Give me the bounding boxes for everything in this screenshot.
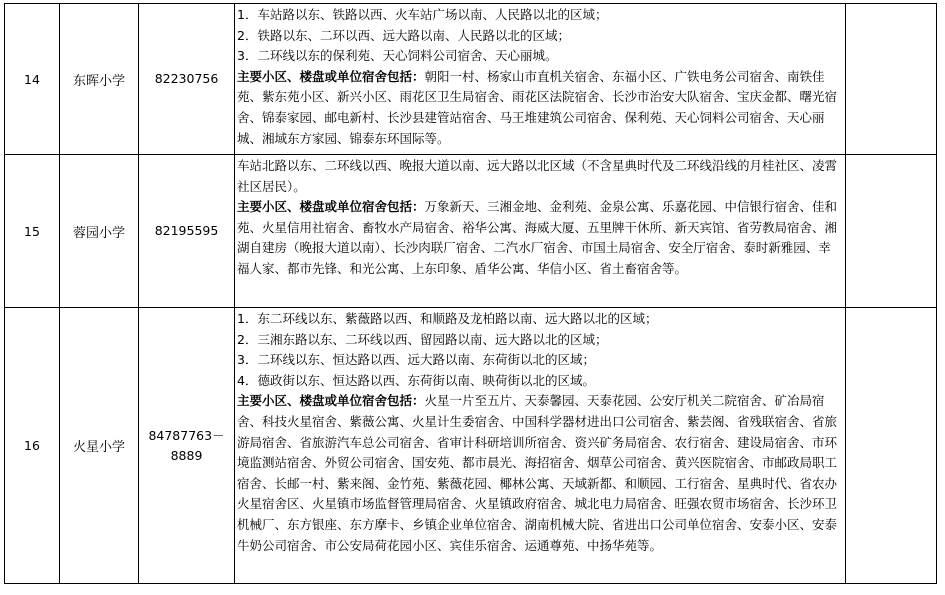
table-row — [5, 308, 937, 584]
included-communities — [237, 67, 842, 149]
included-communities — [237, 197, 842, 279]
included-list: 朝阳一村、杨家山市直机关宿舍、东福小区、广铁电务公司宿舍、南铁佳苑、紫东苑小区、新兴小区、雨花区卫生局宿舍、雨花区法院宿舍、长沙市治安大队宿舍、宝庆金都、曙光宿舍、锦泰家园、邮电新村、长沙县建管站宿舍、马王堆建筑公司宿舍、保利苑、天心饲料公司宿舍、天心丽城、湘域东方家园、锦泰东环国际等。 — [237, 68, 838, 146]
area-line: 2．铁路以东、二环以西、远大路以南、人民路以北的区域； — [237, 27, 570, 43]
district-description — [235, 308, 846, 584]
district-description — [235, 4, 846, 155]
phone-line: 82230756 — [154, 71, 219, 86]
area-line: 3．二环线以东的保利苑、天心饲料公司宿舍、天心丽城。 — [237, 48, 558, 64]
area-line: 1．东二环线以东、紫薇路以西、和顺路及龙柏路以南、远大路以北的区域； — [237, 311, 658, 326]
school-name: 东晖小学 — [60, 4, 139, 155]
table-row — [5, 4, 937, 155]
phone-line: 8889 — [170, 447, 203, 463]
district-description — [235, 155, 846, 308]
area-line: 4．德政街以东、恒达路以西、东荷街以南、映荷街以北的区域。 — [237, 372, 595, 388]
included-label: 主要小区、楼盘或单位宿舍包括： — [237, 68, 425, 84]
included-label: 主要小区、楼盘或单位宿舍包括： — [237, 199, 425, 215]
included-label: 主要小区、楼盘或单位宿舍包括： — [237, 393, 425, 409]
area-line: 1．车站路以东、铁路以西、火车站广场以南、人民路以北的区域； — [237, 7, 608, 22]
school-name: 蓉园小学 — [60, 155, 139, 308]
row-number: 14 — [5, 4, 60, 155]
phone-number — [139, 308, 235, 584]
area-line: 3．二环线以东、恒达路以西、远大路以南、东荷街以北的区域； — [237, 352, 595, 368]
school-name: 火星小学 — [60, 308, 139, 584]
included-list: 火星一片至五片、天泰馨园、天泰花园、公安厅机关二院宿舍、矿冶局宿舍、科技火星宿舍、紫薇公寓、火星计生委宿舍、中国科学器材进出口公司宿舍、紫芸阁、省残联宿舍、省旅游局宿舍、省旅游汽车总公司宿舍、省审计科研培训所宿舍、资兴矿务局宿舍、农行宿舍、建设局宿舍、市环境监测站宿舍、外贸公司宿舍、国安苑、都市晨光、海招宿舍、烟草公司宿舍、黄兴医院宿舍、市邮政局职工宿舍、长邮一村、紫来阁、金竹苑、紫薇花园、椰林公寓、天域新都、和顺园、工行宿舍、星典时代、省农办火星宿舍区、火星镇市场监督管理局宿舍、火星镇政府宿舍、城北电力局宿舍、旺强农贸市场宿舍、长沙环卫机械厂、东方银座、东方摩卡、乡镇企业单位宿舍、湖南机械大院、省进出口公司单位宿舍、安泰小区、安泰牛奶公司宿舍、市公安局荷花园小区、宾佳乐宿舍、运通尊苑、中扬华苑等。 — [237, 393, 838, 553]
phone-line: 84787763－ — [148, 427, 225, 443]
row-number: 16 — [5, 308, 60, 584]
empty-cell — [846, 155, 937, 308]
area-line: 车站北路以东、二环线以西、晚报大道以南、远大路以北区域（不含星典时代及二环线沿线的月桂社区、凌霄社区居民）。 — [237, 158, 838, 194]
included-communities — [237, 391, 842, 556]
phone-number — [139, 155, 235, 308]
phone-number — [139, 4, 235, 155]
phone-line: 82195595 — [154, 223, 219, 238]
empty-cell — [846, 4, 937, 155]
district-table — [4, 3, 937, 584]
area-line: 2．三湘东路以东、二环线以西、留园路以南、远大路以北的区域； — [237, 331, 608, 347]
included-list: 万象新天、三湘金地、金利苑、金泉公寓、乐嘉花园、中信银行宿舍、佳和苑、火星信用社宿舍、畜牧水产局宿舍、裕华公寓、海威大厦、五里牌干休所、新天宾馆、省劳教局宿舍、湘湖自建房（晚报大道以南）、长沙肉联厂宿舍、二汽水厂宿舍、市国土局宿舍、安全厅宿舍、泰时新雅园、幸福人家、都市先锋、和光公寓、上东印象、盾华公寓、华信小区、省土畜宿舍等。 — [237, 199, 838, 276]
empty-cell — [846, 308, 937, 584]
row-number: 15 — [5, 155, 60, 308]
table-row — [5, 155, 937, 308]
